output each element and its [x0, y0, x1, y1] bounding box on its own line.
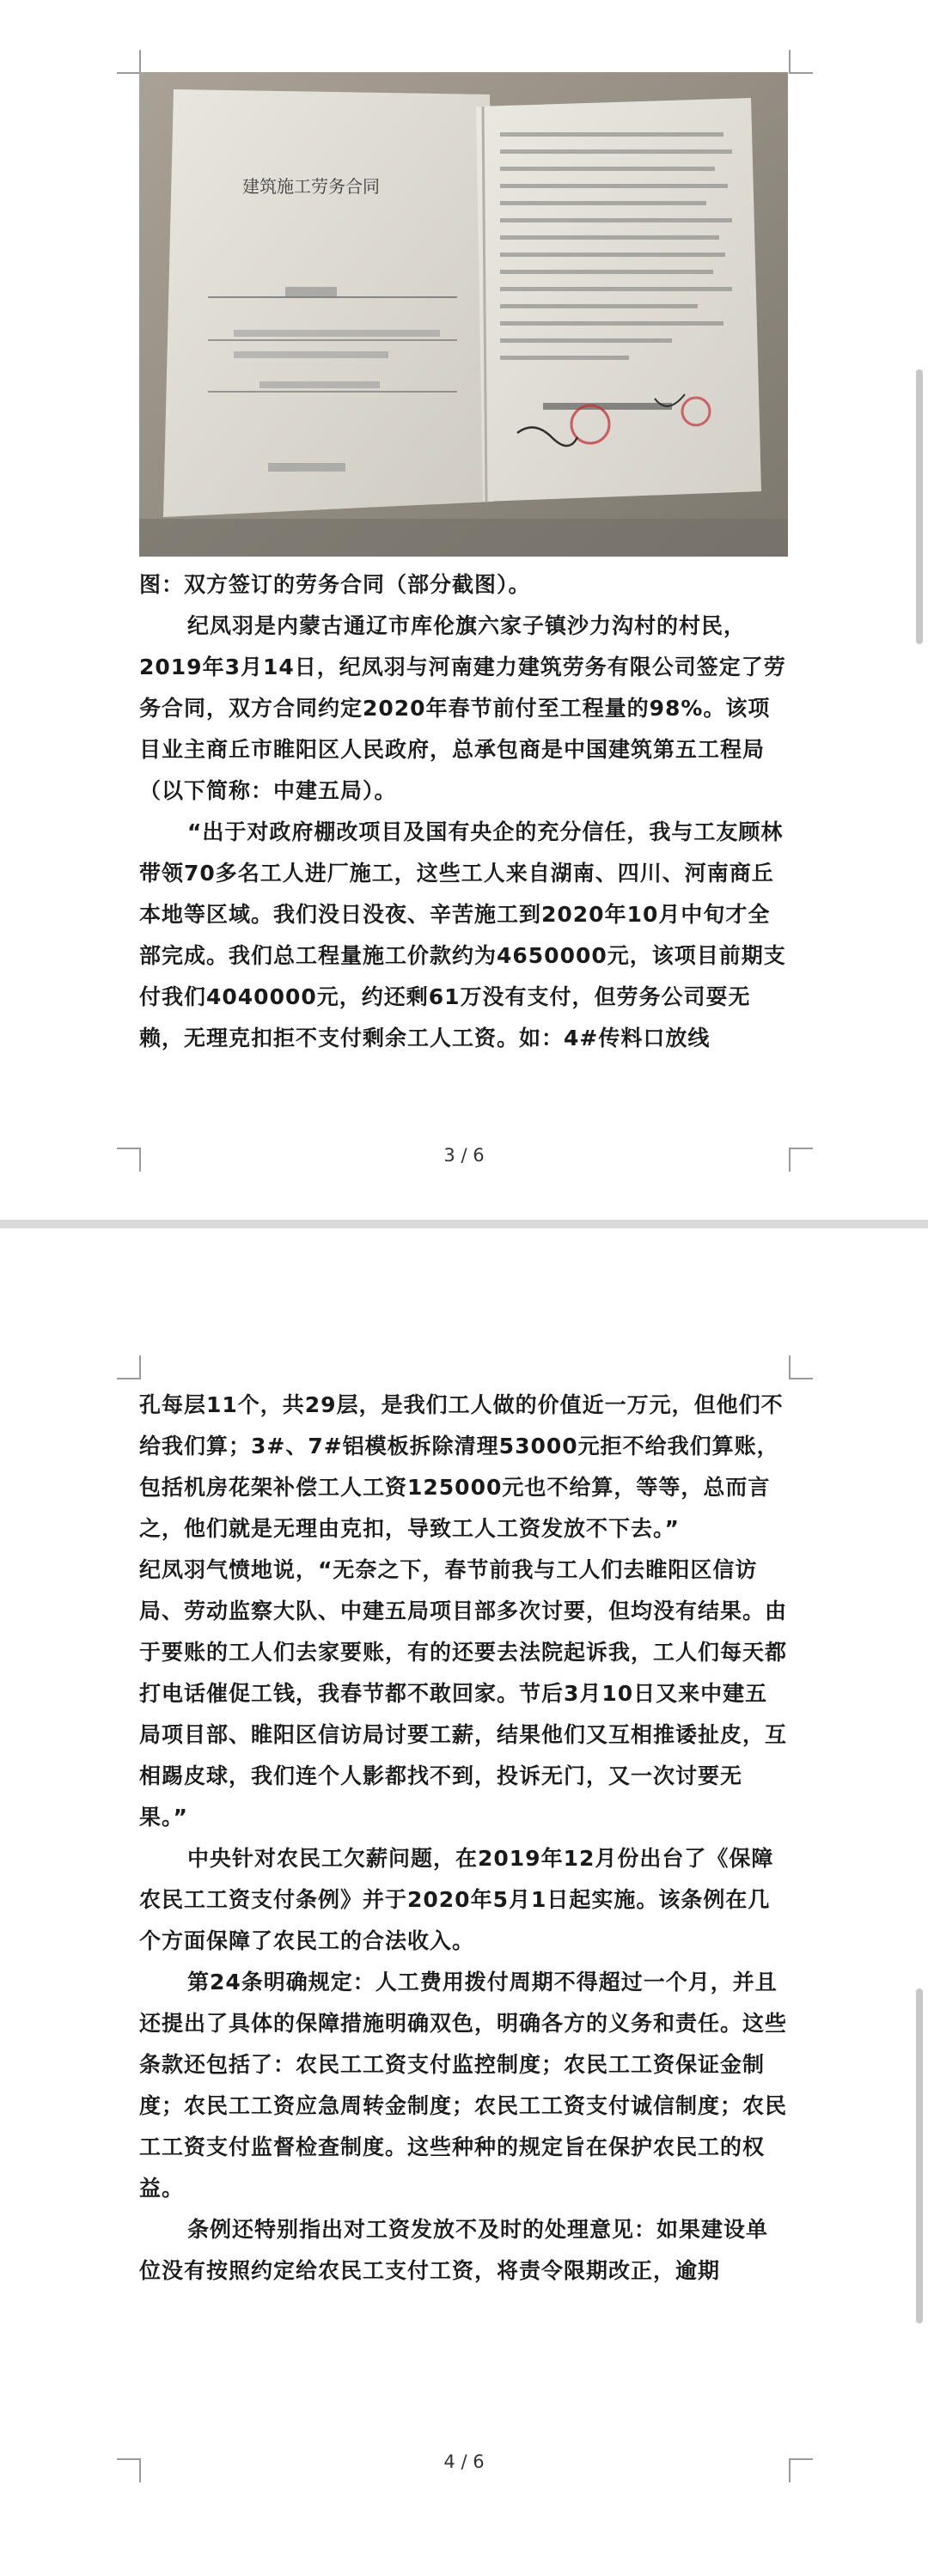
page-3-text — [139, 564, 789, 1059]
crop-mark — [117, 2458, 141, 2482]
scrollbar-thumb[interactable] — [916, 369, 923, 644]
document-page-4 — [0, 1228, 928, 2576]
contract-photo-image — [139, 72, 788, 557]
paragraph: 中央针对农民工欠薪问题，在2019年12月份出台了《保障农民工工资支付条例》并于2020年5月1日起实施。该条例在几个方面保障了农民工的合法收入。 — [139, 1846, 774, 1953]
paragraph: 纪凤羽气愤地说，“无奈之下，春节前我与工人们去睢阳区信访局、劳动监察大队、中建五局项目部多次讨要，但均没有结果。由于要账的工人们去家要账，有的还要去法院起诉我，工人们每天都打电话催促工钱，我春节都不敢回家。节后3月10日又来中建五局项目部、睢阳区信访局讨要工薪，结果他们又互相推诿扯皮，互相踢皮球，我们连个人影都找不到，投诉无门，又一次讨要无果。” — [139, 1557, 788, 1830]
page-number: 3 / 6 — [443, 1145, 485, 1166]
crop-mark — [789, 50, 813, 74]
page-separator — [0, 1220, 928, 1228]
paragraph: 条例还特别指出对工资发放不及时的处理意见：如果建设单位没有按照约定给农民工支付工资，将责令限期改正，逾期 — [139, 2217, 769, 2283]
crop-mark — [117, 50, 141, 74]
paragraph: 纪凤羽是内蒙古通辽市库伦旗六家子镇沙力沟村的村民，2019年3月14日，纪凤羽与河南建力建筑劳务有限公司签定了劳务合同，双方合同约定2020年春节前付至工程量的98%。该项目业主商丘市睢阳区人民政府，总承包商是中国建筑第五工程局（以下简称：中建五局）。 — [139, 613, 786, 803]
crop-mark — [117, 1355, 141, 1379]
paragraph: 孔每层11个，共29层，是我们工人做的价值近一万元，但他们不给我们算；3#、7#铝模板拆除清理53000元拒不给我们算账，包括机房花架补偿工人工资125000元也不给算，等等，总而言之，他们就是无理由克扣，导致工人工资发放不下去。” — [139, 1392, 784, 1541]
crop-mark — [789, 1355, 813, 1379]
crop-mark — [789, 1148, 813, 1172]
paragraph: “出于对政府棚改项目及国有央企的充分信任，我与工友顾林带领70多名工人进厂施工，这些工人来自湖南、四川、河南商丘本地等区域。我们没日没夜、辛苦施工到2020年10月中旬才全部完成。我们总工程量施工价款约为4650000元，该项目前期支付我们4040000元，约还剩61万没有支付，但劳务公司耍无赖，无理克扣拒不支付剩余工人工资。如：4#传料口放线 — [139, 819, 786, 1050]
document-page-3 — [0, 0, 928, 1220]
crop-mark — [789, 2458, 813, 2482]
page-4-text — [139, 1385, 789, 2292]
photo-contract-title: 建筑施工劳务合同 — [242, 176, 380, 197]
paragraph: 第24条明确规定：人工费用拨付周期不得超过一个月，并且还提出了具体的保障措施明确双色，明确各方的义务和责任。这些条款还包括了：农民工工资支付监控制度；农民工工资保证金制度；农民工工资应急周转金制度；农民工工资支付诚信制度；农民工工资支付监督检查制度。这些种种的规定旨在保护农民工的权益。 — [139, 1970, 788, 2201]
crop-mark — [117, 1148, 141, 1172]
contract-photo — [139, 72, 788, 557]
scrollbar-thumb[interactable] — [916, 1988, 923, 2323]
photo-caption: 图：双方签订的劳务合同（部分截图）。 — [139, 572, 531, 597]
page-number: 4 / 6 — [443, 2451, 485, 2472]
